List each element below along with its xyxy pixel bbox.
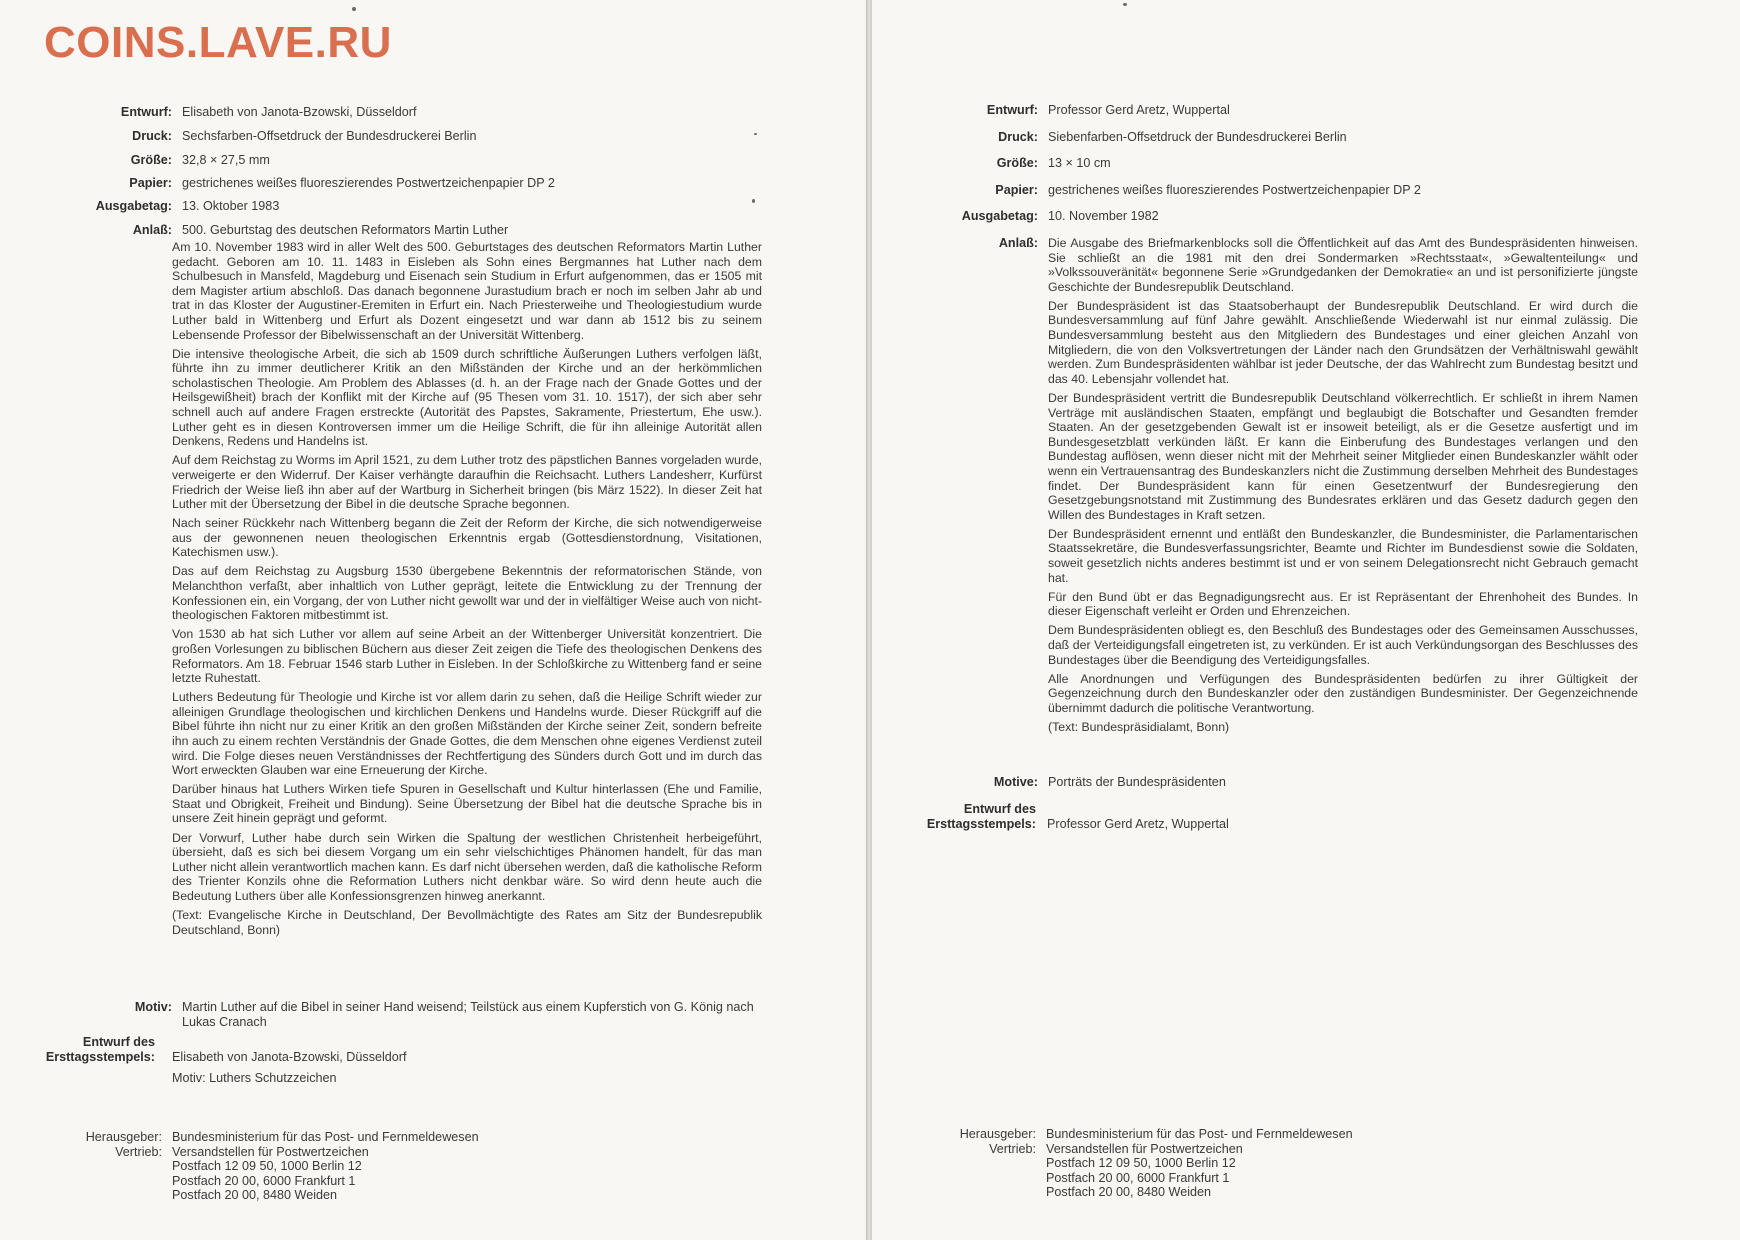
- druck-value: Sechsfarben-Offsetdruck der Bundesdruckerei Berlin: [182, 129, 477, 143]
- watermark: COINS.LAVE.RU: [44, 18, 392, 67]
- paper-speck: [1123, 3, 1127, 6]
- motive-value: Porträts der Bundespräsidenten: [1048, 775, 1226, 789]
- papier-value: gestrichenes weißes fluoreszierendes Postwertzeichenpapier DP 2: [182, 176, 555, 190]
- druck-label: Druck:: [998, 130, 1038, 144]
- paragraph: Alle Anordnungen und Verfügungen des Bundespräsidenten bedürfen zu ihrer Gültigkeit der Gegenzeichnung durch den Bundeskanzler oder den zuständigen Bundesminister. Der Gegenzeichnende übernimmt dadurch die politische Verantwortung.: [1048, 671, 1638, 715]
- address-line: Versandstellen für Postwertzeichen: [172, 1144, 369, 1159]
- motive-row: [872, 775, 1226, 790]
- address-line: Postfach 20 00, 8480 Weiden: [172, 1188, 338, 1202]
- herausgeber-label: Herausgeber:: [959, 1127, 1036, 1141]
- ersttagsstempel-value: Professor Gerd Aretz, Wuppertal: [1047, 817, 1229, 831]
- entwurf-row: [872, 103, 1230, 118]
- footer-address: [162, 1130, 479, 1203]
- paragraph: Die intensive theologische Arbeit, die sich ab 1509 durch schriftliche Äußerungen Luthers verfolgen läßt, führte ihn zu immer deutlicherer Kritik an den Mißständen der Kirche und an der herkömmlichen scholastischen Theologie. Am Problem des Ablasses (d. h. an der Frage nach der Gnade Gottes und der Heilsgewißheit) brach der Konflikt mit der Kirche auf (95 Thesen vom 31. 10. 1517), der sich aber sehr schnell auch auf andere Fragen erstreckte (Autorität des Papstes, Sakramente, Priestertum, Ehe usw.). Luther geht es in diesen Kontroversen immer um die Heilige Schrift, die für ihn alleinige Autorität allen Denkens, Redens und Handelns ist.: [172, 346, 762, 449]
- groesse-value: 32,8 × 27,5 mm: [182, 153, 270, 167]
- footer-labels: [0, 1130, 162, 1203]
- ersttagsstempel-label-line1: Entwurf des: [963, 802, 1036, 816]
- druck-row: [0, 129, 476, 144]
- footer-address: [1036, 1127, 1353, 1200]
- paragraph: Dem Bundespräsidenten obliegt es, den Beschluß des Bundestages oder des Gemeinsamen Ausschusses, daß der Verteidigungsfall eingetreten ist, zu verkünden. Er ist auch Verkündungsorgan des Beschlusses des Bundestages über die Beendigung des Verteidigungsfalles.: [1048, 623, 1638, 667]
- ausgabetag-row: [872, 209, 1159, 224]
- anlass-row: [872, 236, 1038, 251]
- address-line: Postfach 20 00, 8480 Weiden: [1046, 1185, 1212, 1199]
- ersttagsstempel-label-line2: Ersttagsstempels:: [45, 1050, 155, 1064]
- motive-label: Motive:: [993, 775, 1038, 789]
- address-line: Postfach 20 00, 6000 Frankfurt 1: [1046, 1170, 1230, 1185]
- groesse-label: Größe:: [130, 153, 172, 167]
- left-page: [0, 0, 866, 1240]
- paper-speck: [352, 7, 356, 11]
- address-line: Versandstellen für Postwertzeichen: [1046, 1141, 1243, 1156]
- right-page: [872, 0, 1740, 1240]
- papier-row: [872, 183, 1421, 198]
- paper-speck: [752, 199, 755, 203]
- paragraph: Auf dem Reichstag zu Worms im April 1521, zu dem Luther trotz des päpstlichen Bannes vorgeladen wurde, verweigerte er den Widerruf. Der Kaiser verhängte daraufhin die Reichsacht. Luthers Landesherr, Kurfürst Friedrich der Weise ließ ihn aber auf der Wartburg in Sicherheit bringen (bis März 1522). In dieser Zeit hat Luther mit der Übersetzung der Bibel in die deutsche Sprache begonnen.: [172, 453, 762, 512]
- footer: [872, 1127, 1353, 1200]
- address-line: Postfach 12 09 50, 1000 Berlin 12: [1046, 1156, 1236, 1170]
- entwurf-value: Professor Gerd Aretz, Wuppertal: [1048, 103, 1230, 117]
- footer-labels: [872, 1127, 1036, 1200]
- paragraph: Luthers Bedeutung für Theologie und Kirche ist vor allem darin zu sehen, daß die Heilige Schrift wieder zur alleinigen Grundlage theologischen und kirchlichen Denkens und Handelns wurde. Dieser Rückgriff auf die Bibel führte ihn nicht nur zu einer Kritik an den großen Mißständen der Kirche seiner Zeit, sondern befreite ihn auch zu einem rechten Verständnis der Gnade Gottes, die dem Menschen ohne eigenes Verdienst zuteil wird. Die Folge dieses neuen Verständnisses der Rechtfertigung des Sünders durch Gott und im durch das Wort erweckten Glauben war eine Erneuerung der Kirche.: [172, 690, 762, 778]
- anlass-text: [172, 240, 762, 942]
- herausgeber-label: Herausgeber:: [85, 1130, 162, 1144]
- ersttagsstempel-label: [872, 802, 1036, 832]
- ersttagsstempel-motiv: Motiv: Luthers Schutzzeichen: [172, 1071, 337, 1085]
- entwurf-value: Elisabeth von Janota-Bzowski, Düsseldorf: [182, 105, 417, 119]
- motiv-value: Martin Luther auf die Bibel in seiner Hand weisend; Teilstück aus einem Kupferstich von G. König nach Lukas Cranach: [182, 1000, 754, 1029]
- vertrieb-label: Vertrieb:: [115, 1144, 162, 1159]
- anlass-row: [0, 223, 508, 238]
- anlass-label: Anlaß:: [998, 236, 1038, 250]
- ersttagsstempel-label: [0, 1035, 155, 1065]
- vertrieb-label: Vertrieb:: [989, 1141, 1036, 1156]
- footer: [0, 1130, 479, 1203]
- text-credit: (Text: Bundespräsidialamt, Bonn): [1048, 719, 1230, 734]
- paragraph: Nach seiner Rückkehr nach Wittenberg begann die Zeit der Reform der Kirche, die sich notwendigerweise aus der gewonnenen neuen theologischen Erkenntnis ergab (Gottesdienstordnung, Visitationen, Katechismen usw.).: [172, 516, 762, 560]
- ausgabetag-row: [0, 199, 279, 214]
- address-line: Postfach 20 00, 6000 Frankfurt 1: [172, 1173, 356, 1188]
- paragraph: Von 1530 ab hat sich Luther vor allem auf seine Arbeit an der Wittenberger Universität konzentriert. Die großen Vorlesungen zu biblischen Büchern aus dieser Zeit zeigen die Tiefe des theologischen Denkens des Reformators. Am 18. Februar 1546 starb Luther in Eisleben. In der Schloßkirche zu Wittenberg fand er seine letzte Ruhestatt.: [172, 627, 762, 686]
- address-line: Bundesministerium für das Post- und Fernmeldewesen: [172, 1130, 479, 1144]
- motiv-row: [0, 1000, 772, 1030]
- address-line: Postfach 12 09 50, 1000 Berlin 12: [172, 1159, 362, 1173]
- papier-value: gestrichenes weißes fluoreszierendes Postwertzeichenpapier DP 2: [1048, 183, 1421, 197]
- anlass-text: [1048, 236, 1638, 739]
- paragraph: Das auf dem Reichstag zu Augsburg 1530 übergebene Bekenntnis der reformatorischen Stände, von Melanchthon verfaßt, aber inhaltlich von Luther geprägt, leitete die Entwicklung zu der Trennung der Konfessionen ein, ein Vorgang, der von Luther nicht gewollt war und der in vielfältiger Weise auch von nicht-theologischen Faktoren mitbestimmt ist.: [172, 564, 762, 623]
- groesse-row: [872, 156, 1111, 171]
- paragraph: Der Bundespräsident vertritt die Bundesrepublik Deutschland völkerrechtlich. Er schließt in ihrem Namen Verträge mit ausländischen Staaten, empfängt und beglaubigt die Botschafter und Gesandten fremder Staaten. An der gesetzgebenden Gewalt ist er insoweit beteiligt, als er die Gesetze ausfertigt und im Bundesgesetzblatt verkünden läßt. Er kann die Einberufung des Bundestages verlangen und den Bundestag auflösen, wenn dieser nicht mit der Mehrheit seiner Mitglieder einen Bundeskanzler wählt oder wenn ein Vertrauensantrag des Bundeskanzlers nicht die Zustimmung derselben Mehrheit des Bundestages findet. Der Bundespräsident kann für einen Gesetzentwurf der Bundesregierung den Gesetzgebungsnotstand mit Zustimmung des Bundesrates erklären und das Gesetz dadurch gegen den Willen des Bundestages in Kraft setzen.: [1048, 390, 1638, 522]
- paragraph: Der Vorwurf, Luther habe durch sein Wirken die Spaltung der westlichen Christenheit herbeigeführt, übersieht, daß es sich bei diesem Vorgang um ein sehr vielschichtiges Phänomen handelt, für das man Luther nicht allein verantwortlich machen kann. Es darf nicht übersehen werden, daß die katholische Reform des Trienter Konzils ohne die Reformation Luthers nicht denkbar wäre. So wird denn heute auch die Bedeutung Luthers über alle Konfessionsgrenzen hinweg anerkannt.: [172, 830, 762, 903]
- paragraph: Der Bundespräsident ernennt und entläßt den Bundeskanzler, die Bundesminister, die Parlamentarischen Staatssekretäre, die Bundesverfassungsrichter, Beamte und Richter im Bundesdienst sowie die Soldaten, soweit gesetzlich nichts anderes bestimmt ist und er von seinem Delegationsrecht nicht Gebrauch gemacht hat.: [1048, 526, 1638, 585]
- anlass-heading: 500. Geburtstag des deutschen Reformators Martin Luther: [182, 223, 509, 237]
- address-line: Bundesministerium für das Post- und Fernmeldewesen: [1046, 1127, 1353, 1141]
- entwurf-label: Entwurf:: [120, 105, 172, 119]
- papier-label: Papier:: [129, 176, 172, 190]
- paragraph: Darüber hinaus hat Luthers Wirken tiefe Spuren in Gesellschaft und Kultur hinterlassen (Ehe und Familie, Staat und Obrigkeit, Freiheit und Bindung). Seine Übersetzung der Bibel hat die deutsche Sprache bis in unsere Zeit hinein geprägt und geformt.: [172, 782, 762, 826]
- ausgabetag-value: 10. November 1982: [1048, 209, 1159, 223]
- ersttagsstempel-label-line2: Ersttagsstempels:: [926, 817, 1036, 831]
- druck-value: Siebenfarben-Offsetdruck der Bundesdruckerei Berlin: [1048, 130, 1347, 144]
- groesse-value: 13 × 10 cm: [1048, 156, 1111, 170]
- paragraph: Für den Bund übt er das Begnadigungsrecht aus. Er ist Repräsentant der Ehrenhoheit des Bundes. In dieser Eigenschaft verleiht er Orden und Ehrenzeichen.: [1048, 589, 1638, 619]
- papier-row: [0, 176, 555, 191]
- text-credit: (Text: Evangelische Kirche in Deutschland, Der Bevollmächtigte des Rates am Sitz der Bundesrepublik Deutschland, Bonn): [172, 908, 762, 937]
- papier-label: Papier:: [995, 183, 1038, 197]
- paper-speck: [754, 133, 757, 135]
- entwurf-row: [0, 105, 417, 120]
- paragraph: Der Bundespräsident ist das Staatsoberhaupt der Bundesrepublik Deutschland. Er wird durch die Bundesversammlung auf fünf Jahre gewählt. Anschließende Wiederwahl ist nur einmal zulässig. Die Bundesversammlung besteht aus den Mitgliedern des Bundestages und einer gleichen Anzahl von Mitgliedern, die von den Volksvertretungen der Länder nach den Grundsätzen der Verhältniswahl gewählt werden. Zum Bundespräsidenten wählbar ist jeder Deutsche, der das Wahlrecht zum Bundestag besitzt und das 40. Lebensjahr vollendet hat.: [1048, 298, 1638, 386]
- entwurf-label: Entwurf:: [986, 103, 1038, 117]
- paragraph: Die Ausgabe des Briefmarkenblocks soll die Öffentlichkeit auf das Amt des Bundespräsidenten hinweisen. Sie schließt an die 1981 mit den drei Sondermarken »Rechtsstaat«, »Gewaltenteilung« und »Volkssouveränität« begonnene Serie »Grundgedanken der Demokratie« an und ist personifizierte jüngste Geschichte der Bundesrepublik Deutschland.: [1048, 236, 1638, 294]
- paragraph: Am 10. November 1983 wird in aller Welt des 500. Geburtstages des deutschen Reformators Martin Luther gedacht. Geboren am 10. 11. 1483 in Eisleben als Sohn eines Bergmannes hat Luther nach dem Schulbesuch in Mansfeld, Magdeburg und Eisenach sein Studium in Erfurt aufgenommen, das er 1505 mit dem Magister artium abschloß. Das danach begonnene Jurastudium brach er noch im selben Jahr ab und trat in das Kloster der Augustiner-Eremiten in Erfurt ein. Nach Priesterweihe und Theologiestudium wurde Luther bald in Wittenberg und Erfurt als Dozent eingesetzt und war dann ab 1512 bis zu seinem Lebensende Professor der Bibelwissenschaft an der Universität Wittenberg.: [172, 240, 762, 342]
- ersttagsstempel-value: Elisabeth von Janota-Bzowski, Düsseldorf: [172, 1050, 407, 1064]
- ausgabetag-value: 13. Oktober 1983: [182, 199, 280, 213]
- groesse-row: [0, 153, 270, 168]
- motiv-label: Motiv:: [134, 1000, 172, 1014]
- groesse-label: Größe:: [996, 156, 1038, 170]
- druck-row: [872, 130, 1347, 145]
- anlass-label: Anlaß:: [132, 223, 172, 237]
- ersttagsstempel-label-line1: Entwurf des: [82, 1035, 155, 1049]
- druck-label: Druck:: [132, 129, 172, 143]
- ausgabetag-label: Ausgabetag:: [961, 209, 1038, 223]
- ausgabetag-label: Ausgabetag:: [95, 199, 172, 213]
